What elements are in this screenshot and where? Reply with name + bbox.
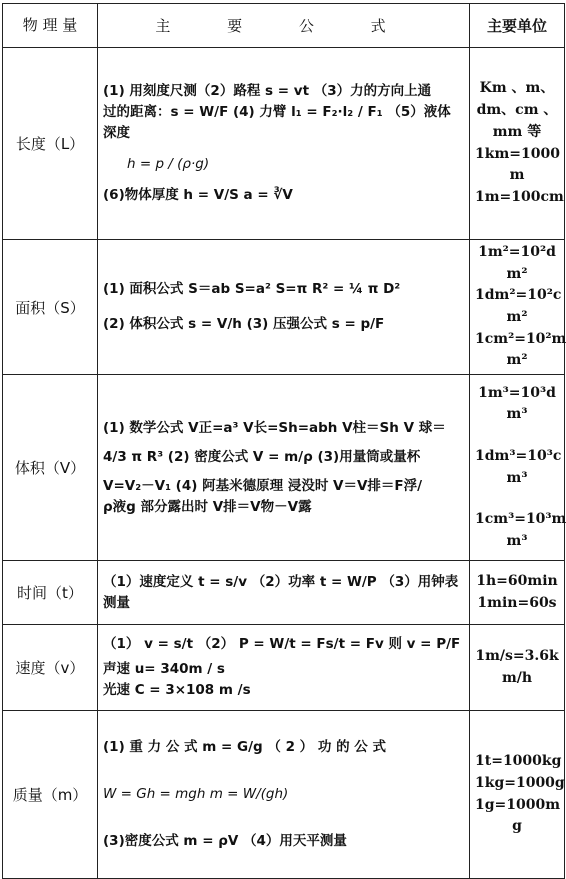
header-units: 主要单位 (470, 4, 565, 48)
formula-line: 测量 (103, 594, 130, 611)
units-cell (470, 375, 565, 561)
formula-line: （1）速度定义 t = s/v （2）功率 t = W/P （3）用钟表 (103, 573, 459, 590)
unit-line: 1t=1000kg (475, 753, 562, 770)
formula-line: (3)密度公式 m = ρV （4）用天平测量 (103, 833, 347, 850)
unit-line: Km 、m、 (479, 80, 555, 97)
table-row-speed (3, 625, 565, 711)
unit-line: 1cm³=10³m (475, 511, 566, 528)
unit-line: m³ (506, 533, 528, 549)
unit-line: mm 等 (492, 123, 542, 140)
formula-cell (98, 48, 470, 240)
table-row-mass (3, 711, 565, 879)
unit-line: 1h=60min (476, 572, 558, 589)
formula-line: ρ液g 部分露出时 V排＝V物－V露 (103, 498, 312, 515)
units-cell (470, 561, 565, 625)
formula-cell (98, 375, 470, 561)
quantity-cell: 体积（V） (3, 375, 98, 561)
unit-line: 1dm³=10³c (475, 447, 562, 464)
quantity-cell: 速度（v） (3, 625, 98, 711)
unit-line: 1kg=1000g (475, 774, 565, 791)
unit-line: 1km=1000 (475, 145, 560, 162)
header-formulas: 主 要 公 式 (98, 4, 470, 48)
formula-line: 过的距离：s = W/F (4) 力臂 l₁ = F₂·l₂ / F₁ （5）液体深度 (103, 104, 451, 142)
unit-line: m² (506, 352, 528, 369)
header-quantity: 物 理 量 (3, 4, 98, 48)
formula-line: (6)物体厚度 h = V/S a = ∛V (103, 186, 293, 203)
formula-line: h = p / (ρ·g) (127, 155, 210, 172)
units-cell (470, 240, 565, 375)
unit-line: 1cm²=10²m (475, 330, 566, 347)
unit-line: m (509, 167, 525, 184)
formula-line: (1) 数学公式 V正=a³ V长=Sh=abh V柱＝Sh V 球＝ (103, 419, 446, 436)
formula-cell (98, 625, 470, 711)
unit-line: 1g=1000m (475, 796, 561, 813)
formula-line: (1) 用刻度尺测（2）路程 s = vt （3）力的方向上通 (103, 83, 432, 100)
formula-line: 声速 u= 340m / s (103, 661, 225, 678)
unit-line: 1dm²=10²c (475, 287, 562, 304)
formula-line: (1) 面积公式 S＝ab S=a² S=π R² = ¼ π D² (103, 281, 401, 298)
formula-line: 4/3 π R³ (2) 密度公式 V = m/ρ (3)用量筒或量杯 (103, 448, 421, 465)
unit-line: 1m³=10³d (478, 384, 556, 401)
formula-cell (98, 240, 470, 375)
formula-line: V=V₂－V₁ (4) 阿基米德原理 浸没时 V＝V排＝F浮/ (103, 477, 423, 494)
formula-cell (98, 711, 470, 879)
unit-line: g (512, 818, 522, 835)
units-cell (470, 48, 565, 240)
quantity-cell: 长度（L） (3, 48, 98, 240)
quantity-cell: 面积（S） (3, 240, 98, 375)
unit-line: m/h (501, 669, 533, 686)
quantity-cell: 质量（m） (3, 711, 98, 879)
unit-line: 1m²=10²d (478, 244, 556, 260)
formula-table (2, 3, 565, 879)
unit-line: 1min=60s (477, 594, 557, 611)
quantity-cell: 时间（t） (3, 561, 98, 625)
unit-line: dm、cm 、 (476, 102, 558, 119)
unit-line: 1m/s=3.6k (475, 647, 559, 664)
table-row-area (3, 240, 565, 375)
formula-line: (2) 体积公式 s = V/h (3) 压强公式 s = p/F (103, 316, 385, 333)
formula-line: （1） v = s/t （2） P = W/t = Fs/t = Fv 则 v = P/F (103, 636, 461, 653)
formula-line: 光速 C = 3×108 m /s (103, 682, 251, 699)
unit-line: m² (506, 265, 528, 282)
unit-line: 1m=100cm (475, 188, 564, 205)
table-header-row (3, 4, 565, 48)
unit-line: m² (506, 309, 528, 326)
units-cell (470, 625, 565, 711)
unit-line: m³ (506, 406, 528, 423)
table-row-length (3, 48, 565, 240)
table-row-volume (3, 375, 565, 561)
units-cell (470, 711, 565, 879)
table-row-time (3, 561, 565, 625)
unit-line: m³ (506, 469, 528, 486)
formula-line: (1) 重 力 公 式 m = G/g （ 2 ） 功 的 公 式 (103, 739, 386, 756)
formula-cell (98, 561, 470, 625)
formula-line: W = Gh = mgh m = W/(gh) (103, 786, 289, 803)
